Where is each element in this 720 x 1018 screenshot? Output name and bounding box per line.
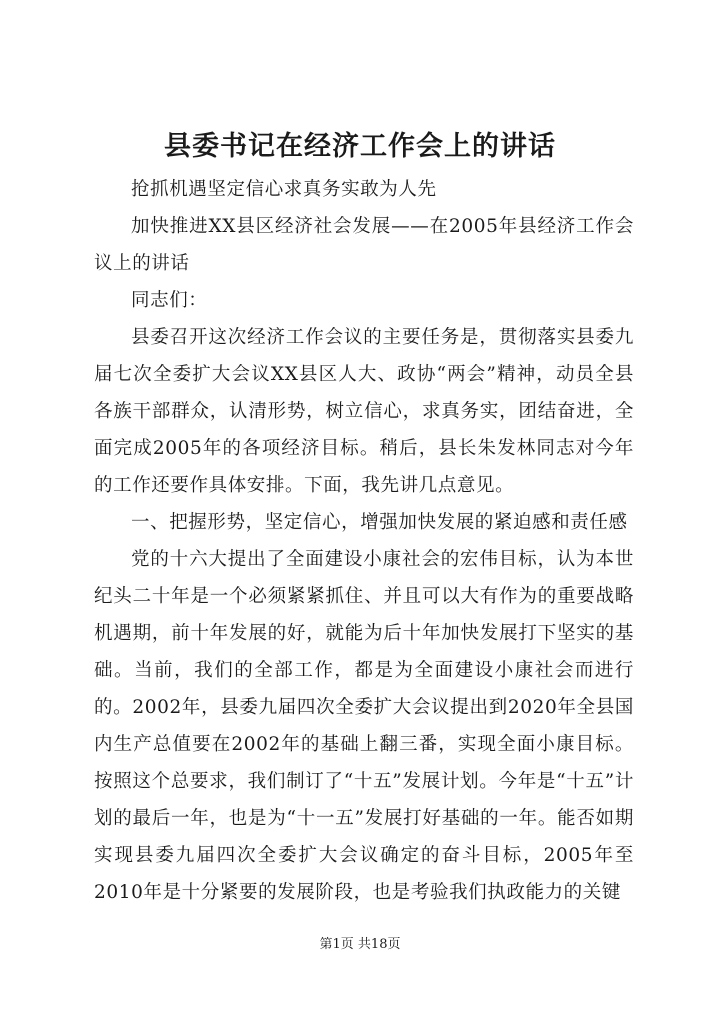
subtitle-slogan: 抢抓机遇坚定信心求真务实敢为人先 <box>131 179 437 200</box>
subtitle-meeting: 加快推进XX县区经济社会发展——在2005年县经济工作会议上的讲话 <box>94 216 634 274</box>
document-body <box>94 171 634 911</box>
section-heading-1: 一、把握形势，坚定信心，增强加快发展的紧迫感和责任感 <box>131 512 628 533</box>
paragraph-intro: 县委召开这次经济工作会议的主要任务是，贯彻落实县委九届七次全委扩大会议XX县区人大、政协“两会”精神，动员全县各族干部群众，认清形势，树立信心，求真务实，团结奋进，全面完成2005年的各项经济目标。稍后，县长朱发林同志对今年的工作还要作具体安排。下面，我先讲几点意见。 <box>94 327 634 496</box>
paragraph-section-1: 党的十六大提出了全面建设小康社会的宏伟目标，认为本世纪头二十年是一个必须紧紧抓住、并且可以大有作为的重要战略机遇期，前十年发展的好，就能为后十年加快发展打下坚实的基础。当前，我们的全部工作，都是为全面建设小康社会而进行的。2002年，县委九届四次全委扩大会议提出到2020年全县国内生产总值要在2002年的基础上翻三番，实现全面小康目标。按照这个总要求，我们制订了“十五”发展计划。今年是“十五”计划的最后一年，也是为“十一五”发展打好基础的一年。能否如期实现县委九届四次全委扩大会议确定的奋斗目标，2005年至2010年是十分紧要的发展阶段，也是考验我们执政能力的关键 <box>94 549 634 903</box>
salutation: 同志们： <box>131 290 208 311</box>
document-title: 县委书记在经济工作会上的讲话 <box>164 131 556 162</box>
page-number-footer: 第1页 共18页 <box>319 937 401 952</box>
